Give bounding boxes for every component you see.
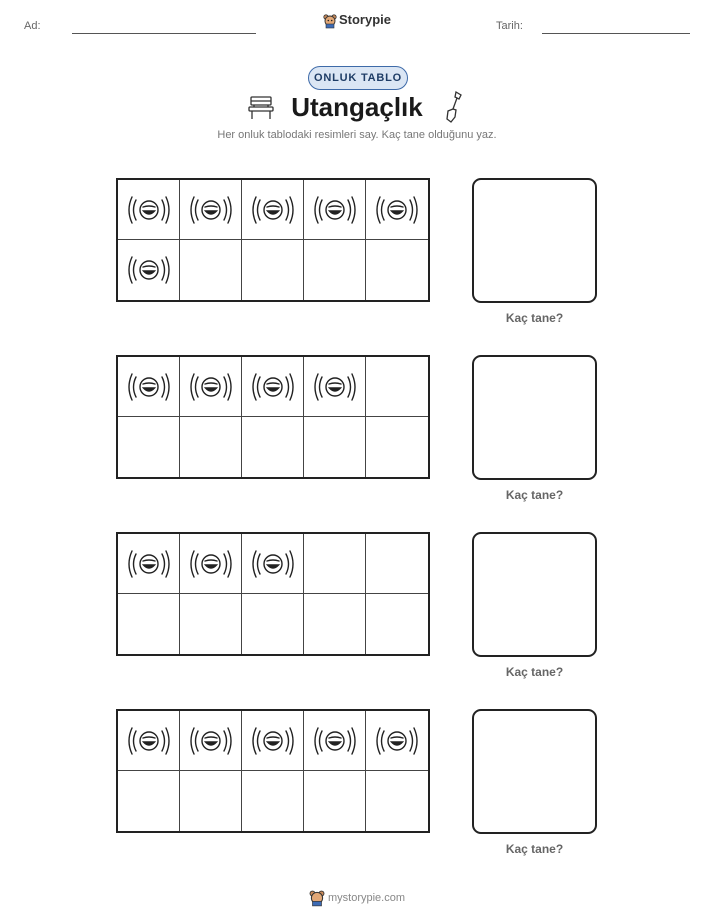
footer-url: mystorypie.com [327,891,406,904]
ten-frame [116,355,430,479]
ten-frame-cell [366,240,428,300]
ten-frame-cell [366,711,428,771]
ten-frame-cell [180,711,242,771]
ten-frame-cell [180,771,242,831]
shy-face-icon [127,192,171,228]
name-line[interactable] [72,33,256,34]
ten-frame-cell [180,180,242,240]
shovel-icon [444,90,464,124]
ten-frame-cell [242,594,304,654]
ten-frame-cell [118,417,180,477]
ten-frame-cell [242,771,304,831]
answer-box[interactable] [472,355,597,480]
ten-frame-cell [118,180,180,240]
ten-frame-cell [180,357,242,417]
ten-frame-cell [118,534,180,594]
answer-box[interactable] [472,178,597,303]
footer [0,889,714,907]
ten-frame-cell [242,711,304,771]
ten-frame-cell [180,417,242,477]
ten-frame-cell [242,240,304,300]
ten-frame-cell [304,417,366,477]
shy-face-icon [189,192,233,228]
bear-logo-icon [323,13,337,29]
ten-frame-cell [304,180,366,240]
ten-frame-cell [304,771,366,831]
shy-face-icon [189,546,233,582]
ten-frame-cell [366,357,428,417]
shy-face-icon [127,723,171,759]
ten-frame-cell [366,534,428,594]
shy-face-icon [313,723,357,759]
ten-frame-cell [242,357,304,417]
ten-frame-cell [118,771,180,831]
name-label: Ad: [24,20,41,32]
shy-face-icon [375,723,419,759]
instructions: Her onluk tablodaki resimleri say. Kaç tane olduğunu yaz. [217,129,497,141]
ten-frame [116,532,430,656]
brand-name: Storypie [338,12,391,27]
ten-frame-cell [366,594,428,654]
shy-face-icon [127,546,171,582]
ten-frame-cell [242,534,304,594]
shy-face-icon [251,723,295,759]
ten-frame-cell [118,711,180,771]
ten-frame-cell [304,357,366,417]
answer-box[interactable] [472,532,597,657]
ten-frame [116,709,430,833]
shy-face-icon [127,252,171,288]
ten-frame-cell [304,240,366,300]
shy-face-icon [313,192,357,228]
shy-face-icon [189,369,233,405]
answer-label: Kaç tane? [505,311,564,325]
bear-logo-icon [309,889,325,907]
date-line[interactable] [542,33,690,34]
shy-face-icon [375,192,419,228]
shy-face-icon [251,192,295,228]
ten-frame-cell [366,771,428,831]
ten-frame-cell [304,711,366,771]
page-title: Utangaçlık [291,92,423,122]
ten-frame-cell [118,357,180,417]
shy-face-icon [251,546,295,582]
ten-frame [116,178,430,302]
shy-face-icon [189,723,233,759]
worksheet-type-badge: ONLUK TABLO [308,66,408,90]
shy-face-icon [251,369,295,405]
shy-face-icon [313,369,357,405]
answer-box[interactable] [472,709,597,834]
ten-frame-cell [242,417,304,477]
ten-frame-cell [304,534,366,594]
ten-frame-cell [304,594,366,654]
ten-frame-cell [118,240,180,300]
ten-frame-cell [242,180,304,240]
ten-frame-cell [118,594,180,654]
answer-label: Kaç tane? [505,488,564,502]
ten-frame-cell [180,594,242,654]
brand-logo [0,12,714,29]
ten-frame-cell [366,417,428,477]
ten-frame-cell [180,240,242,300]
date-label: Tarih: [496,20,523,32]
ten-frame-cell [366,180,428,240]
ten-frame-cell [180,534,242,594]
answer-label: Kaç tane? [505,842,564,856]
answer-label: Kaç tane? [505,665,564,679]
shy-face-icon [127,369,171,405]
